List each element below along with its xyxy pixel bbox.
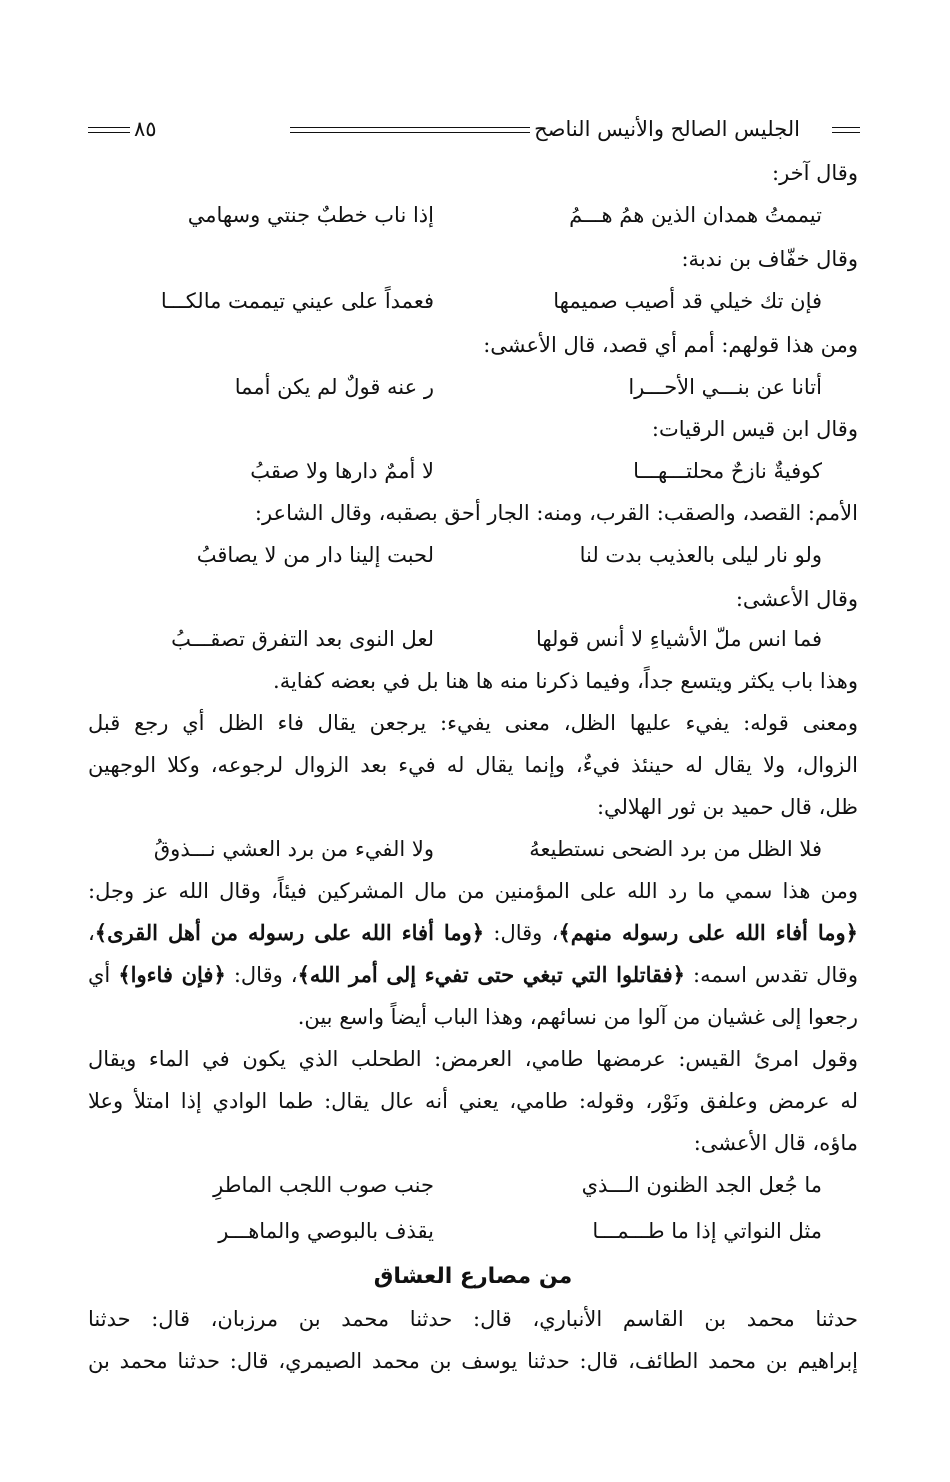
verse-first-hemistich: أتانا عن بنـــي الأحـــرا	[628, 375, 822, 399]
poem-verse	[88, 198, 858, 232]
text-line: ومن هذا سمي ما رد الله على المؤمنين من مال المشركين فيئاً، وقال الله عز وجل:	[88, 879, 858, 903]
text-line: ماؤه، قال الأعشى:	[693, 1131, 858, 1155]
text-line: له عرمض وعلفق ونَوْر، وقوله: طامي، يعني أنه عال يقال: طما الوادي إذا امتلأ وعلا	[88, 1089, 858, 1113]
verse-second-hemistich: ر عنه قولٌ لم يكن أمما	[234, 375, 434, 399]
poem-verse	[88, 538, 858, 572]
header-rule-left	[88, 127, 130, 133]
text-line: وقال الأعشى:	[735, 587, 858, 611]
quran-quote: ﴿وما أفاء الله على رسوله من أهل القرى﴾	[94, 920, 485, 945]
verse-second-hemistich: لعل النوى بعد التفرق تصقـــبُ	[171, 627, 434, 651]
text-line: ومن هذا قولهم: أمم أي قصد، قال الأعشى:	[483, 333, 858, 357]
text-line: وقول امرئ القيس: عرمضها طامي، العرمض: الطحلب الذي يكون في الماء ويقال	[88, 1047, 858, 1071]
poem-verse	[88, 454, 858, 488]
text-run: ، وقال:	[484, 921, 559, 945]
text-line: وهذا باب يكثر ويتسع جداً، وفيما ذكرنا منه ها هنا بل في بعضه كفاية.	[273, 669, 858, 693]
text-run: وقال تقدس اسمه:	[684, 963, 858, 987]
text-line: الأمم: القصد، والصقب: القرب، ومنه: الجار أحق بصقبه، وقال الشاعر:	[254, 501, 858, 525]
text-line: وقال ابن قيس الرقيات:	[651, 417, 858, 441]
text-line: وقال خفّاف بن ندبة:	[681, 247, 858, 271]
verse-second-hemistich: يقذف بالبوصي والماهـــر	[218, 1219, 434, 1243]
poem-verse	[88, 370, 858, 404]
quran-quote: ﴿فإن فاءوا﴾	[118, 962, 226, 987]
quran-quote: ﴿وما أفاء الله على رسوله منهم﴾	[558, 920, 858, 945]
section-heading: من مصارع العشاق	[373, 1264, 573, 1289]
verse-first-hemistich: فإن تك خيلي قد أصيب صميمها	[553, 289, 822, 313]
quran-quote: ﴿فقاتلوا التي تبغي حتى تفيء إلى أمر الله﴾	[297, 962, 685, 987]
verse-second-hemistich: جنب صوب اللجب الماطرِ	[213, 1173, 434, 1197]
verse-second-hemistich: لحبت إلينا دار من لا يصاقبُ	[196, 543, 434, 567]
text-run: أي	[88, 963, 119, 987]
running-header	[88, 114, 860, 146]
verse-first-hemistich: تيممتُ همدان الذين همُ هـــمُ	[569, 203, 822, 227]
text-line: الزوال، ولا يقال له حينئذ فيءٌ، وإنما يقال له فيء بعد الزوال لرجوعه، وكلا الوجهين	[88, 753, 858, 777]
verse-second-hemistich: إذا ناب خطبٌ جنتي وسهامي	[187, 203, 434, 227]
verse-first-hemistich: ولو نار ليلى بالعذيب بدت لنا	[579, 543, 822, 567]
header-rule-right	[832, 127, 860, 133]
verse-second-hemistich: ولا الفيء من برد العشي نـــذوقُ	[153, 837, 434, 861]
text-run: ، وقال:	[225, 963, 298, 987]
poem-verse	[88, 1168, 858, 1202]
page-number: ٨٥	[134, 117, 157, 141]
text-line: وقال آخر:	[772, 161, 858, 185]
poem-verse	[88, 1214, 858, 1248]
text-run: ،	[88, 921, 95, 945]
text-line	[88, 958, 858, 992]
verse-first-hemistich: مثل النواتي إذا ما طـــمـــا	[592, 1219, 822, 1243]
verse-first-hemistich: ما جُعل الجد الظنون الـــذي	[581, 1173, 822, 1197]
verse-first-hemistich: كوفيةٌ نازحٌ محلتـــهـــا	[633, 459, 822, 483]
text-line: حدثنا محمد بن القاسم الأنباري، قال: حدثنا محمد بن مرزبان، قال: حدثنا	[88, 1307, 858, 1331]
text-line: ومعنى قوله: يفيء عليها الظل، معنى يفيء: يرجعن يقال فاء الظل أي رجع قبل	[88, 711, 858, 735]
text-line: ظل، قال حميد بن ثور الهلالي:	[596, 795, 858, 819]
verse-second-hemistich: فعمداً على عيني تيممت مالكـــا	[160, 289, 434, 313]
verse-first-hemistich: فلا الظل من برد الضحى نستطيعهُ	[529, 837, 822, 861]
text-line: إبراهيم بن محمد الطائف، قال: حدثنا يوسف بن محمد الصيمري، قال: حدثنا محمد بن	[88, 1349, 858, 1373]
verse-second-hemistich: لا أممٌ دارها ولا صقبُ	[250, 459, 434, 483]
verse-first-hemistich: فما انس ملّ الأشياءِ لا أنس قولها	[535, 627, 822, 651]
text-line: رجعوا إلى غشيان من آلوا من نسائهم، وهذا الباب أيضاً واسع بين.	[297, 1005, 858, 1029]
poem-verse	[88, 622, 858, 656]
text-line	[88, 916, 858, 950]
header-rule-middle	[290, 127, 530, 133]
poem-verse	[88, 832, 858, 866]
poem-verse	[88, 284, 858, 318]
header-title: الجليس الصالح والأنيس الناصح	[534, 117, 800, 141]
